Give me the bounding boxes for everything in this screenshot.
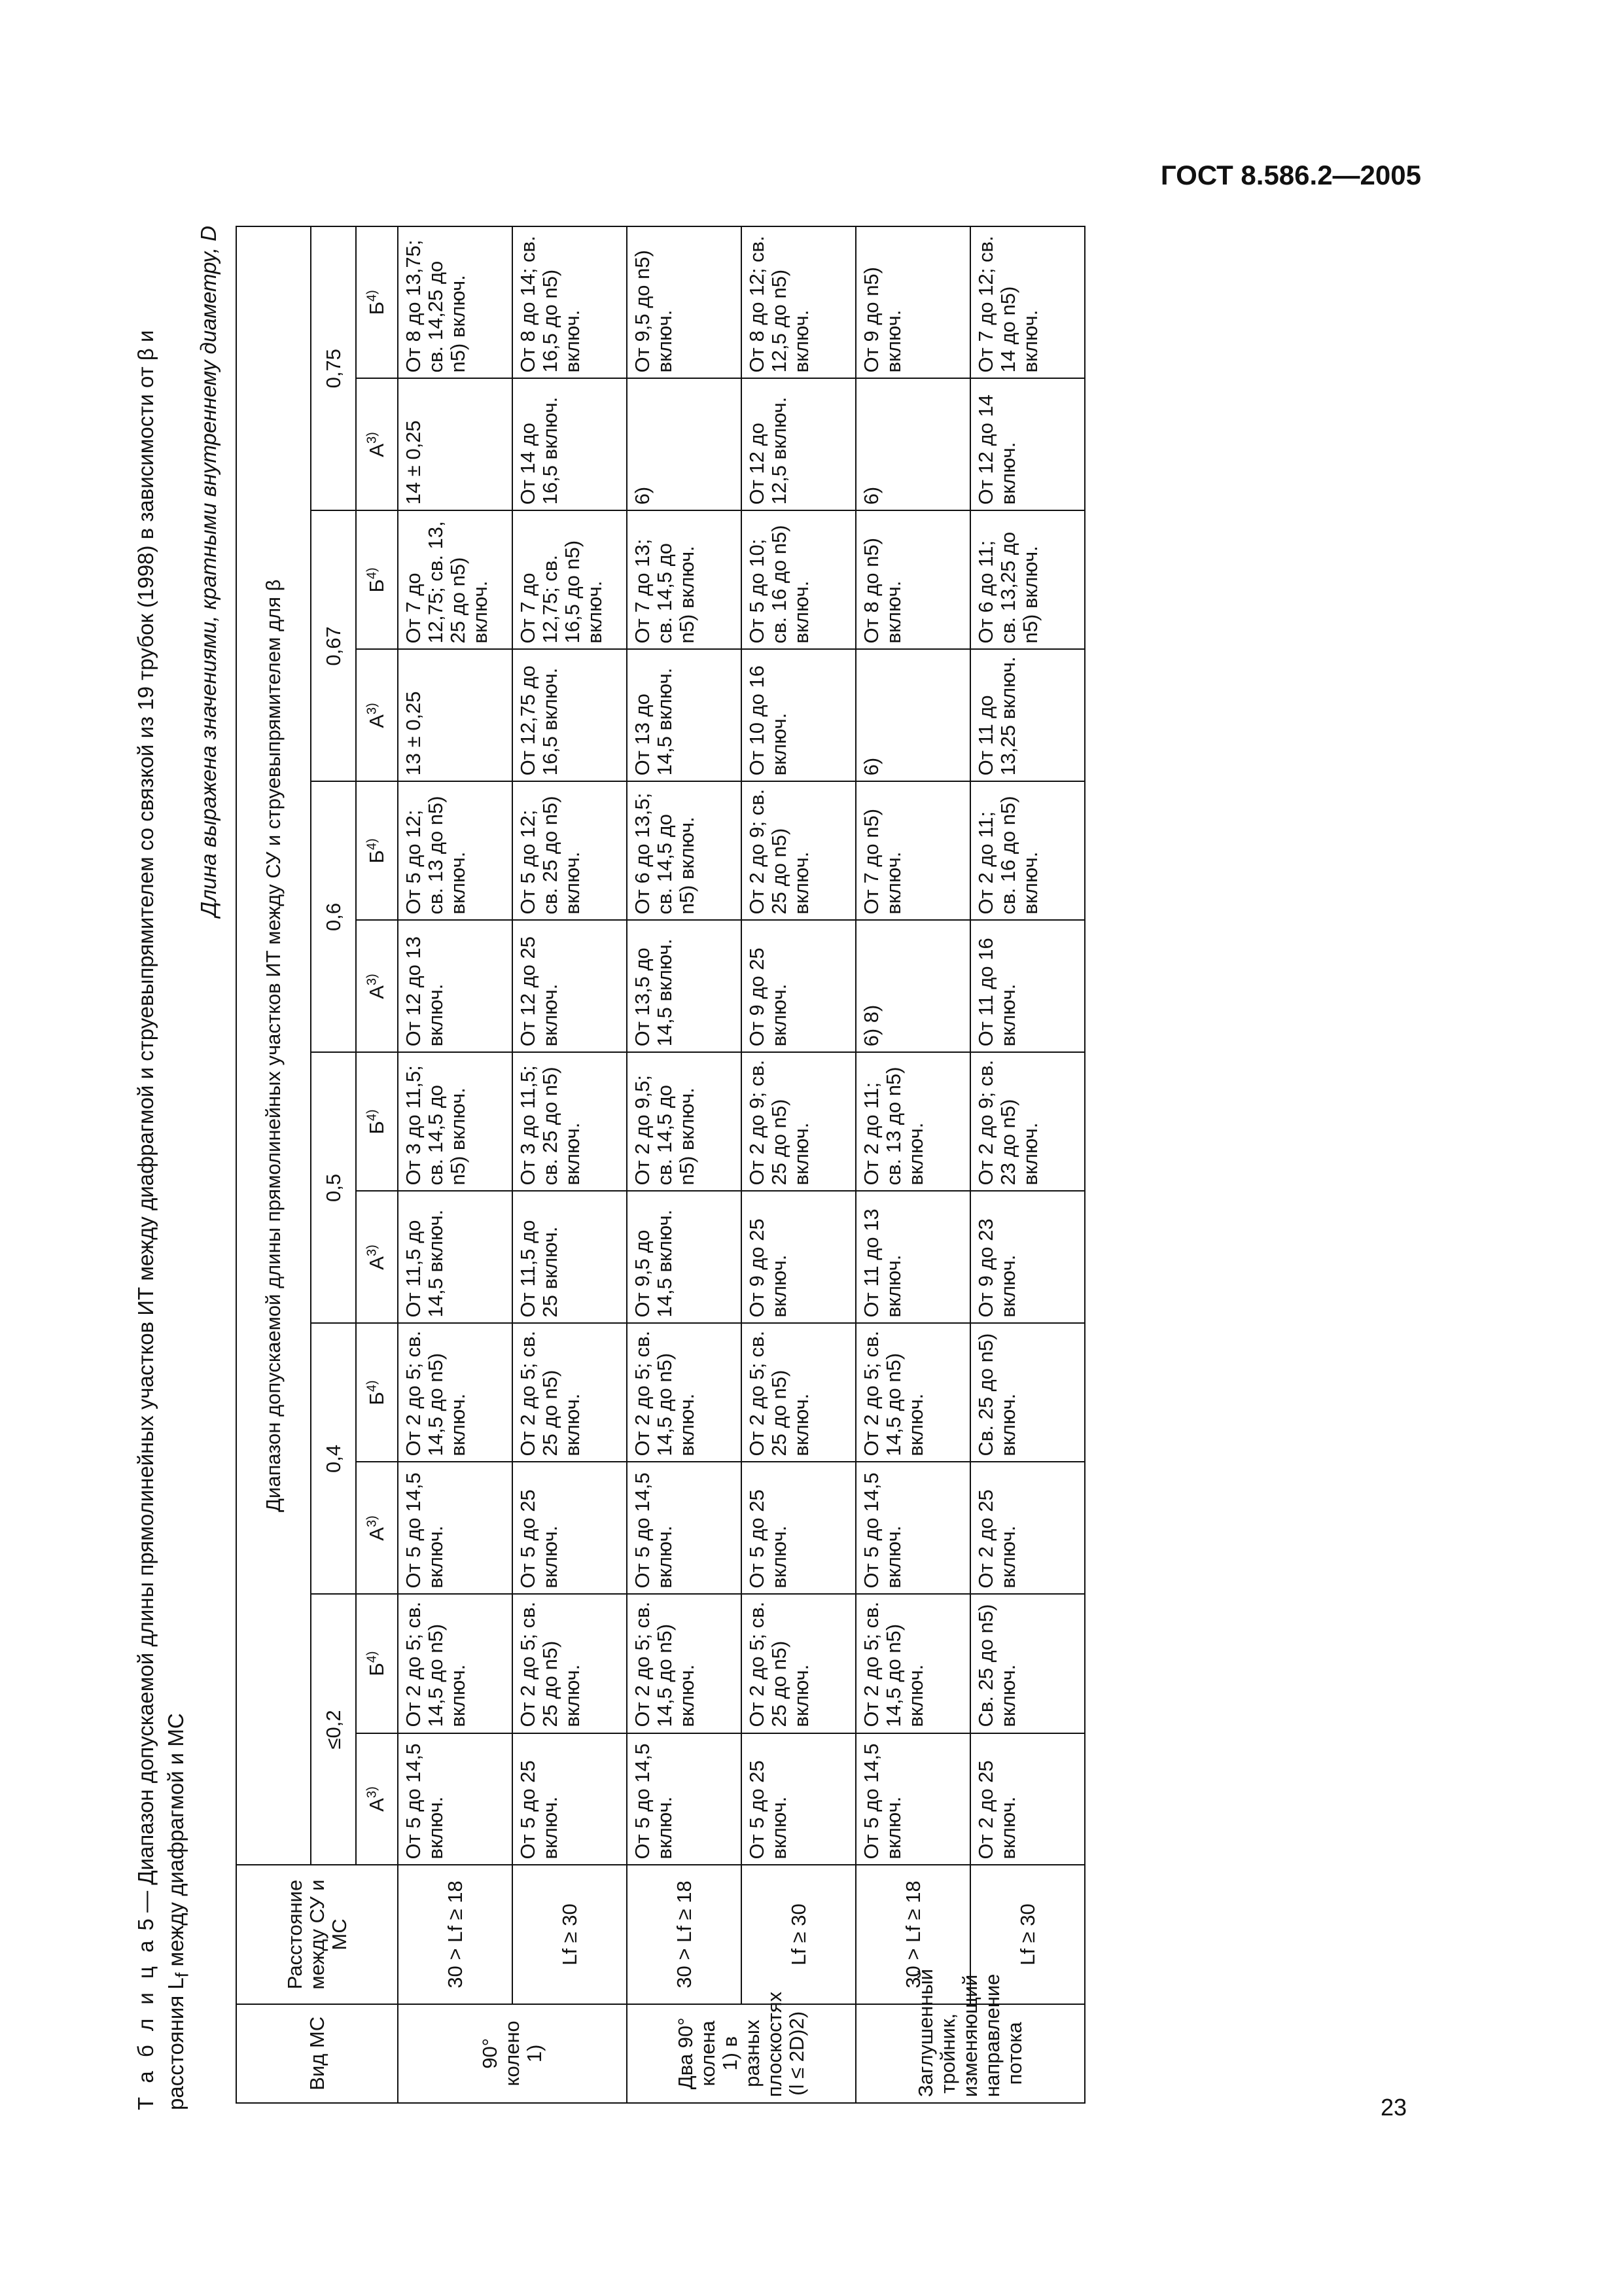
col-header-mc: Вид МС [236, 2004, 398, 2103]
rotated-table-block [131, 213, 1492, 2110]
sub-header-footnote: 4) [364, 1380, 380, 1392]
sub-header-letter: А [365, 443, 388, 457]
distance-cell: Lf ≥ 30 [512, 1865, 627, 2004]
range-cell: От 2 до 5; св. 14,5 до n5) включ. [398, 1323, 512, 1462]
standard-code: ГОСТ 8.586.2—2005 [1160, 160, 1421, 190]
page-number: 23 [1381, 2094, 1407, 2121]
distance-cell: Lf ≥ 30 [970, 1865, 1085, 2004]
range-cell: От 11,5 до 14,5 включ. [398, 1191, 512, 1323]
range-cell: От 2 до 5; св. 14,5 до n5) включ. [627, 1323, 741, 1462]
range-cell: От 9 до n5) включ. [856, 226, 970, 378]
range-cell: 13 ± 0,25 [398, 649, 512, 781]
range-cell: От 14 до 16,5 включ. [512, 378, 627, 510]
sub-header-b [356, 510, 398, 649]
range-cell: От 7 до 12,75; св. 13, 25 до n5) включ. [398, 510, 512, 649]
range-cell: От 9,5 до n5) включ. [627, 226, 741, 378]
range-cell: От 2 до 5; св. 14,5 до n5) включ. [398, 1594, 512, 1733]
range-cell: От 2 до 5; св. 25 до n5) включ. [741, 1594, 856, 1733]
sub-header-a [356, 378, 398, 510]
range-header: Диапазон допускаемой длины прямолинейных участков ИТ между СУ и струевыпрямителем для β [236, 226, 311, 1865]
sub-header-a [356, 649, 398, 781]
sub-header-a [356, 920, 398, 1052]
table-row [970, 226, 1085, 2103]
range-cell: От 13 до 14,5 включ. [627, 649, 741, 781]
mc-type-cell: 90° колено 1) [398, 2004, 627, 2103]
sub-header-footnote: 3) [364, 1245, 380, 1257]
range-cell: От 6 до 13,5; св. 14,5 до n5) включ. [627, 781, 741, 920]
range-cell: От 6 до 11; св. 13,25 до n5) включ. [970, 510, 1085, 649]
range-cell: От 2 до 11; св. 13 до n5) включ. [856, 1052, 970, 1191]
range-cell: От 9 до 23 включ. [970, 1191, 1085, 1323]
range-cell: От 5 до 14,5 включ. [627, 1733, 741, 1865]
range-cell: От 3 до 11,5; св. 25 до n5) включ. [512, 1052, 627, 1191]
sub-header-letter: А [365, 1798, 388, 1812]
range-cell: От 11 до 16 включ. [970, 920, 1085, 1052]
sub-header-a [356, 1733, 398, 1865]
range-cell: От 11 до 13,25 включ. [970, 649, 1085, 781]
range-cell: От 2 до 25 включ. [970, 1733, 1085, 1865]
sub-header-letter: Б [365, 1121, 388, 1135]
caption-label: Т а б л и ц а [133, 1936, 158, 2110]
range-cell: 6) [627, 378, 741, 510]
mc-type-cell: Два 90° колена 1) в разных плоскостях (l ≤ 2D)2) [627, 2004, 856, 2103]
range-cell: Св. 25 до n5) включ. [970, 1594, 1085, 1733]
range-cell: От 7 до 13; св. 14,5 до n5) включ. [627, 510, 741, 649]
sub-header-letter: Б [365, 850, 388, 864]
range-cell: От 9 до 25 включ. [741, 1191, 856, 1323]
range-cell: От 7 до n5) включ. [856, 781, 970, 920]
range-cell: 6) [856, 649, 970, 781]
range-cell: От 8 до 14; св. 16,5 до n5) включ. [512, 226, 627, 378]
sub-header-b [356, 1594, 398, 1733]
beta-header: 0,5 [311, 1052, 356, 1323]
range-cell: От 5 до 25 включ. [512, 1733, 627, 1865]
range-cell: 6) 8) [856, 920, 970, 1052]
range-cell: От 2 до 25 включ. [970, 1462, 1085, 1595]
range-cell: От 2 до 5; св. 14,5 до n5) включ. [856, 1323, 970, 1462]
range-cell: От 8 до 13,75; св. 14,25 до n5) включ. [398, 226, 512, 378]
range-cell: От 5 до 14,5 включ. [627, 1462, 741, 1595]
range-cell: От 5 до 10; св. 16 до n5) включ. [741, 510, 856, 649]
range-cell: От 12 до 13 включ. [398, 920, 512, 1052]
sub-header-letter: А [365, 1256, 388, 1270]
beta-header: 0,67 [311, 510, 356, 781]
sub-header-footnote: 4) [364, 290, 380, 302]
data-table [236, 226, 1086, 2104]
sub-header-a [356, 1191, 398, 1323]
range-cell: От 7 до 12; св. 14 до n5) включ. [970, 226, 1085, 378]
beta-header: ≤0,2 [311, 1594, 356, 1865]
range-cell: От 2 до 9; св. 25 до n5) включ. [741, 1052, 856, 1191]
sub-header-b [356, 226, 398, 378]
range-cell: От 11 до 13 включ. [856, 1191, 970, 1323]
table-row [741, 226, 856, 2103]
table-row [398, 226, 512, 2103]
range-cell: От 5 до 14,5 включ. [398, 1462, 512, 1595]
sub-header-footnote: 3) [364, 1515, 380, 1528]
range-cell: От 3 до 11,5; св. 14,5 до n5) включ. [398, 1052, 512, 1191]
range-cell: От 12,75 до 16,5 включ. [512, 649, 627, 781]
range-cell: От 5 до 25 включ. [512, 1462, 627, 1595]
range-cell: 14 ± 0,25 [398, 378, 512, 510]
table-caption [131, 226, 198, 2110]
mc-type-cell: Заглушенный тройник, изменяющий направление потока [856, 2004, 1085, 2103]
range-cell: От 2 до 9; св. 23 до n5) включ. [970, 1052, 1085, 1191]
sub-header-footnote: 3) [364, 703, 380, 715]
caption-subscript: f [171, 1972, 192, 1978]
beta-header: 0,6 [311, 781, 356, 1052]
sub-header-b [356, 1052, 398, 1191]
range-cell: От 2 до 5; св. 25 до n5) включ. [741, 1323, 856, 1462]
distance-cell: 30 > Lf ≥ 18 [856, 1865, 970, 2004]
sub-header-b [356, 1323, 398, 1462]
range-cell: От 2 до 5; св. 25 до n5) включ. [512, 1323, 627, 1462]
sub-header-footnote: 4) [364, 567, 380, 580]
range-cell: От 2 до 9; св. 25 до n5) включ. [741, 781, 856, 920]
range-cell: От 5 до 25 включ. [741, 1462, 856, 1595]
sub-header-letter: Б [365, 1663, 388, 1676]
caption-text: 5 — Диапазон допускаемой длины прямолинейных участков ИТ между диафрагмой и струевыпрямителем со связкой из 19 трубок (1998) в зависимости от β и расстояния L [133, 330, 188, 2110]
sub-header-letter: Б [365, 301, 388, 315]
sub-header-footnote: 4) [364, 1109, 380, 1122]
range-cell: От 12 до 25 включ. [512, 920, 627, 1052]
range-cell: От 5 до 12; св. 13 до n5) включ. [398, 781, 512, 920]
range-cell: От 5 до 25 включ. [741, 1733, 856, 1865]
caption-text-tail: между диафрагмой и МС [164, 1713, 188, 1973]
range-cell: От 9,5 до 14,5 включ. [627, 1191, 741, 1323]
sub-header-footnote: 3) [364, 1786, 380, 1799]
sub-header-a [356, 1462, 398, 1595]
beta-header: 0,4 [311, 1323, 356, 1594]
range-cell: От 2 до 9,5; св. 14,5 до n5) включ. [627, 1052, 741, 1191]
range-cell: От 5 до 14,5 включ. [398, 1733, 512, 1865]
range-cell: От 9 до 25 включ. [741, 920, 856, 1052]
range-cell: От 8 до n5) включ. [856, 510, 970, 649]
table-row [856, 226, 970, 2103]
sub-header-letter: А [365, 985, 388, 999]
sub-header-footnote: 3) [364, 432, 380, 444]
table-row [627, 226, 741, 2103]
col-header-distance: Расстояние между СУ и МС [236, 1865, 398, 2004]
distance-cell: Lf ≥ 30 [741, 1865, 856, 2004]
sub-header-b [356, 781, 398, 920]
range-cell: От 2 до 5; св. 14,5 до n5) включ. [627, 1594, 741, 1733]
range-cell: От 2 до 5; св. 25 до n5) включ. [512, 1594, 627, 1733]
range-cell: От 5 до 14,5 включ. [856, 1462, 970, 1595]
range-cell: От 11,5 до 25 включ. [512, 1191, 627, 1323]
range-cell: От 2 до 5; св. 14,5 до n5) включ. [856, 1594, 970, 1733]
unit-note: Длина выражена значениями, кратными внутреннему диаметру, D [196, 226, 221, 917]
range-cell: От 8 до 12; св. 12,5 до n5) включ. [741, 226, 856, 378]
sub-header-letter: Б [365, 1392, 388, 1405]
table-row [512, 226, 627, 2103]
sub-header-letter: А [365, 714, 388, 728]
range-cell: От 2 до 11; св. 16 до n5) включ. [970, 781, 1085, 920]
beta-header: 0,75 [311, 226, 356, 510]
range-cell: От 10 до 16 включ. [741, 649, 856, 781]
distance-cell: 30 > Lf ≥ 18 [627, 1865, 741, 2004]
sub-header-letter: А [365, 1527, 388, 1541]
sub-header-footnote: 4) [364, 1651, 380, 1663]
range-cell: От 13,5 до 14,5 включ. [627, 920, 741, 1052]
range-cell: Св. 25 до n5) включ. [970, 1323, 1085, 1462]
range-cell: От 12 до 14 включ. [970, 378, 1085, 510]
range-cell: 6) [856, 378, 970, 510]
sub-header-footnote: 4) [364, 838, 380, 851]
distance-cell: 30 > Lf ≥ 18 [398, 1865, 512, 2004]
sub-header-footnote: 3) [364, 974, 380, 985]
range-cell: От 12 до 12,5 включ. [741, 378, 856, 510]
sub-header-letter: Б [365, 579, 388, 593]
range-cell: От 5 до 12; св. 25 до n5) включ. [512, 781, 627, 920]
range-cell: От 5 до 14,5 включ. [856, 1733, 970, 1865]
range-cell: От 7 до 12,75; св. 16,5 до n5) включ. [512, 510, 627, 649]
